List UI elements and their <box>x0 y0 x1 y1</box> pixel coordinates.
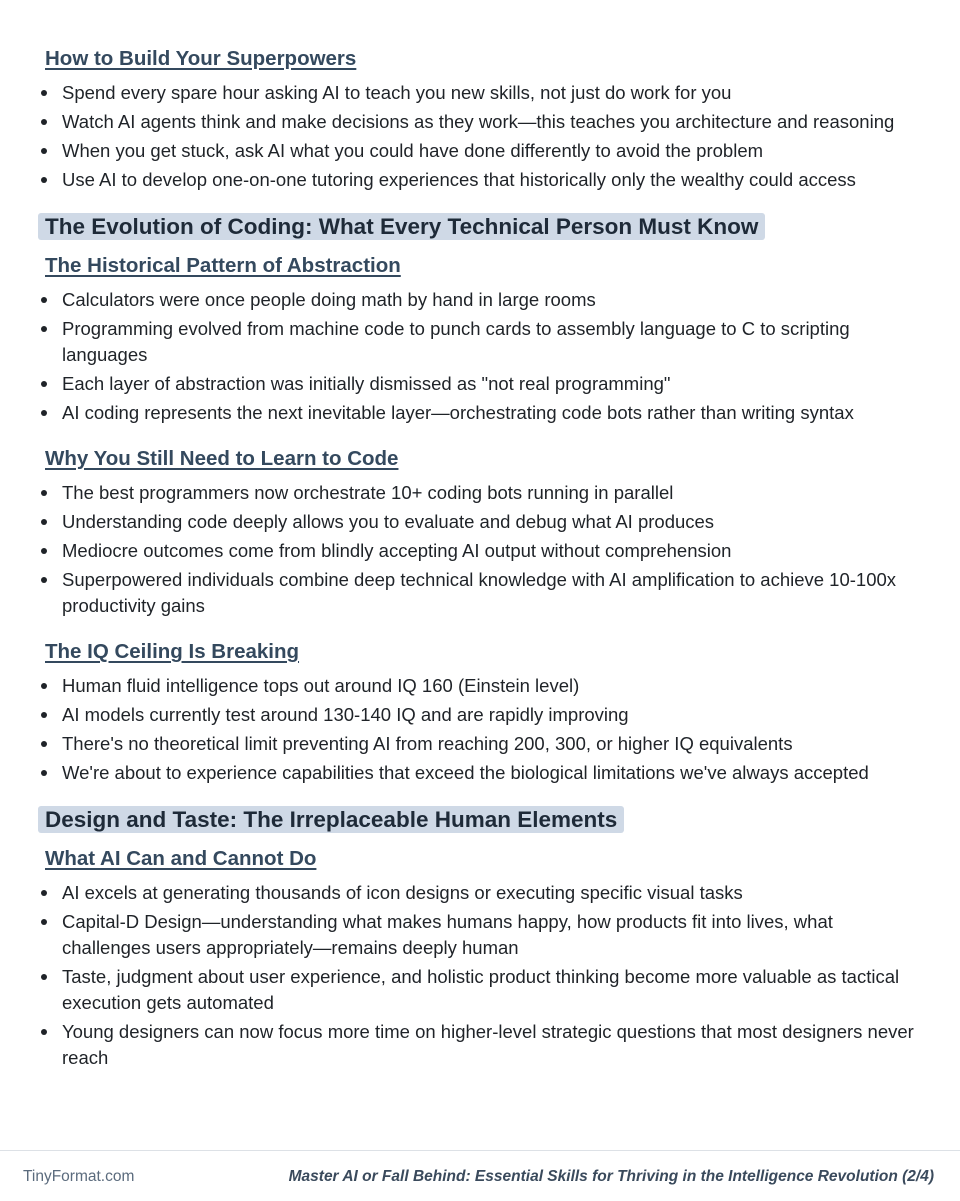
section-heading-learn-to-code: Why You Still Need to Learn to Code <box>45 447 399 470</box>
list-item: Human fluid intelligence tops out around IQ 160 (Einstein level) <box>0 673 960 699</box>
list-item: Mediocre outcomes come from blindly accepting AI output without comprehension <box>0 538 960 564</box>
footer-document-title: Master AI or Fall Behind: Essential Skills for Thriving in the Intelligence Revolution (2/4) <box>288 1168 934 1185</box>
list-item: We're about to experience capabilities that exceed the biological limitations we've always accepted <box>0 760 960 786</box>
list-item: Taste, judgment about user experience, and holistic product thinking become more valuable as tactical execution gets automated <box>0 964 960 1016</box>
bullet-list-superpowers <box>0 80 960 196</box>
section-heading-abstraction: The Historical Pattern of Abstraction <box>45 254 401 277</box>
list-item: There's no theoretical limit preventing AI from reaching 200, 300, or higher IQ equivalents <box>0 731 960 757</box>
list-item: Watch AI agents think and make decisions as they work—this teaches you architecture and reasoning <box>0 109 960 135</box>
section-heading-iq-ceiling: The IQ Ceiling Is Breaking <box>45 640 300 663</box>
list-item: AI excels at generating thousands of icon designs or executing specific visual tasks <box>0 880 960 906</box>
list-item: Young designers can now focus more time on higher-level strategic questions that most designers never reach <box>0 1019 960 1071</box>
list-item: Each layer of abstraction was initially dismissed as "not real programming" <box>0 371 960 397</box>
list-item: Spend every spare hour asking AI to teach you new skills, not just do work for you <box>0 80 960 106</box>
list-item: Programming evolved from machine code to punch cards to assembly language to C to scripting languages <box>0 316 960 368</box>
bullet-list-learn-to-code <box>0 480 960 622</box>
bullet-list-iq-ceiling <box>0 673 960 789</box>
main-heading-design: Design and Taste: The Irreplaceable Human Elements <box>38 806 624 833</box>
section-heading-ai-can-cannot: What AI Can and Cannot Do <box>45 847 317 870</box>
footer <box>0 1150 960 1201</box>
list-item: Understanding code deeply allows you to evaluate and debug what AI produces <box>0 509 960 535</box>
list-item: Calculators were once people doing math by hand in large rooms <box>0 287 960 313</box>
list-item: Use AI to develop one-on-one tutoring experiences that historically only the wealthy could access <box>0 167 960 193</box>
list-item: AI models currently test around 130-140 IQ and are rapidly improving <box>0 702 960 728</box>
bullet-list-abstraction <box>0 287 960 429</box>
list-item: When you get stuck, ask AI what you could have done differently to avoid the problem <box>0 138 960 164</box>
main-heading-evolution: The Evolution of Coding: What Every Technical Person Must Know <box>38 213 765 240</box>
list-item: Superpowered individuals combine deep technical knowledge with AI amplification to achieve 10-100x productivity gains <box>0 567 960 619</box>
list-item: Capital-D Design—understanding what makes humans happy, how products fit into lives, what challenges users appropriately—remains deeply human <box>0 909 960 961</box>
footer-site-link[interactable]: TinyFormat.com <box>23 1168 135 1185</box>
section-heading-superpowers: How to Build Your Superpowers <box>45 47 357 70</box>
list-item: AI coding represents the next inevitable layer—orchestrating code bots rather than writing syntax <box>0 400 960 426</box>
list-item: The best programmers now orchestrate 10+ coding bots running in parallel <box>0 480 960 506</box>
bullet-list-ai-can-cannot <box>0 880 960 1074</box>
